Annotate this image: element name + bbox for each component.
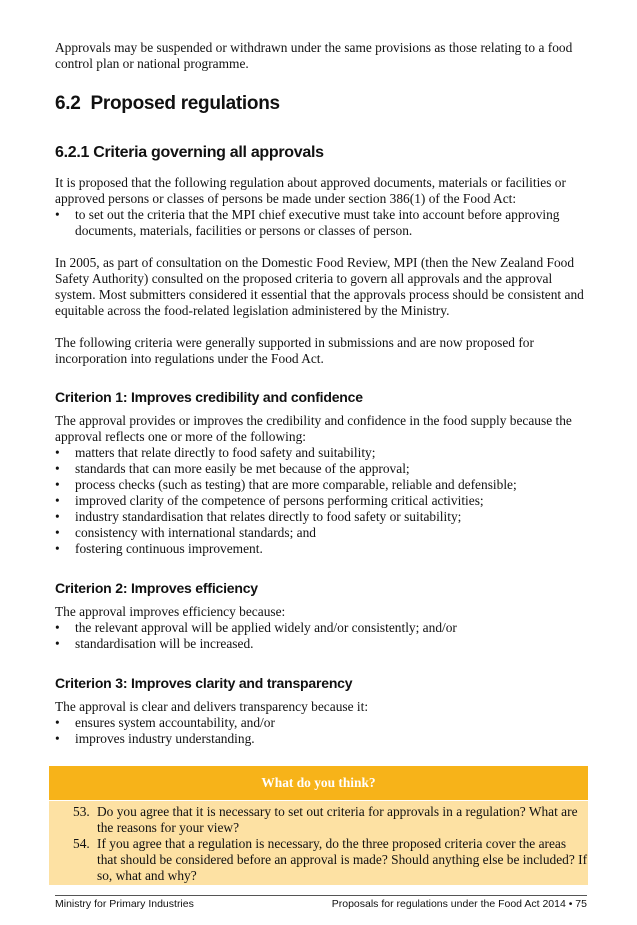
question-text: Do you agree that it is necessary to set out criteria for approvals in a regulation? What are the reasons for your view?: [97, 804, 578, 835]
consultation-box: [49, 766, 588, 884]
footer-left: Ministry for Primary Industries: [55, 898, 194, 910]
question-number: 53.: [73, 804, 90, 819]
list-item: • fostering continuous improvement.: [55, 541, 587, 557]
section-title: Proposed regulations: [90, 93, 280, 114]
para1: It is proposed that the following regulation about approved documents, materials or facilities or approved persons or classes of persons be made under section 386(1) of the Food Act:: [55, 175, 566, 206]
question-item: [49, 804, 588, 836]
page-footer: [55, 895, 587, 910]
subsection-title: Criteria governing all approvals: [93, 144, 324, 161]
list-item: • standards that can more easily be met because of the approval;: [55, 461, 587, 477]
intro-paragraph: Approvals may be suspended or withdrawn under the same provisions as those relating to a food control plan or national programme.: [55, 40, 573, 71]
list-item: • improved clarity of the competence of persons performing critical activities;: [55, 493, 587, 509]
list-item: • ensures system accountability, and/or: [55, 715, 587, 731]
criterion1-text: The approval provides or improves the credibility and confidence in the food supply because the approval reflects one or more of the following:: [55, 413, 572, 444]
list-item: • to set out the criteria that the MPI chief executive must take into account before approving documents, materials, facilities or persons or classes of person.: [55, 207, 587, 239]
list-item: • process checks (such as testing) that are more comparable, reliable and defensible;: [55, 477, 587, 493]
question-item: [49, 836, 588, 884]
para1-block: [55, 175, 587, 239]
footer-right: Proposals for regulations under the Food Act 2014 • 75: [331, 898, 587, 910]
list-item: • matters that relate directly to food safety and suitability;: [55, 445, 587, 461]
subsection-heading: [55, 144, 324, 162]
list-item: • the relevant approval will be applied widely and/or consistently; and/or: [55, 620, 587, 636]
criterion3-heading: Criterion 3: Improves clarity and transparency: [55, 675, 353, 691]
question-text: If you agree that a regulation is necessary, do the three proposed criteria cover the areas that should be considered before an approval is made? Should anything else be included? If so, what and why?: [97, 836, 588, 883]
section-heading: [55, 93, 280, 115]
criterion3-section: [55, 675, 587, 747]
para2: In 2005, as part of consultation on the Domestic Food Review, MPI (then the New Zealand Food Safety Authority) consulted on the proposed criteria to govern all approvals and the approval system. Most submitters considered it essential that the approvals process should be consistent and equitable across the food-related legislation administered by the Ministry.: [55, 255, 584, 318]
para1-bullet-list: [55, 207, 587, 239]
criterion1-section: [55, 389, 587, 557]
para3: The following criteria were generally supported in submissions and are now proposed for incorporation into regulations under the Food Act.: [55, 335, 534, 366]
criterion3-text: The approval is clear and delivers transparency because it:: [55, 699, 369, 714]
list-item: • industry standardisation that relates directly to food safety or suitability;: [55, 509, 587, 525]
box-questions: [49, 801, 588, 885]
list-item: • improves industry understanding.: [55, 731, 587, 747]
list-item: • consistency with international standards; and: [55, 525, 587, 541]
section-number: 6.2: [55, 93, 81, 114]
box-title: What do you think?: [49, 766, 588, 801]
criterion2-text: The approval improves efficiency because:: [55, 604, 286, 619]
criterion2-section: [55, 580, 587, 652]
criterion1-list: [55, 445, 587, 557]
criterion1-heading: Criterion 1: Improves credibility and confidence: [55, 389, 363, 405]
subsection-number: 6.2.1: [55, 144, 90, 161]
list-item: • standardisation will be increased.: [55, 636, 587, 652]
criterion2-list: [55, 620, 587, 652]
criterion2-heading: Criterion 2: Improves efficiency: [55, 580, 258, 596]
question-number: 54.: [73, 836, 90, 851]
criterion3-list: [55, 715, 587, 747]
